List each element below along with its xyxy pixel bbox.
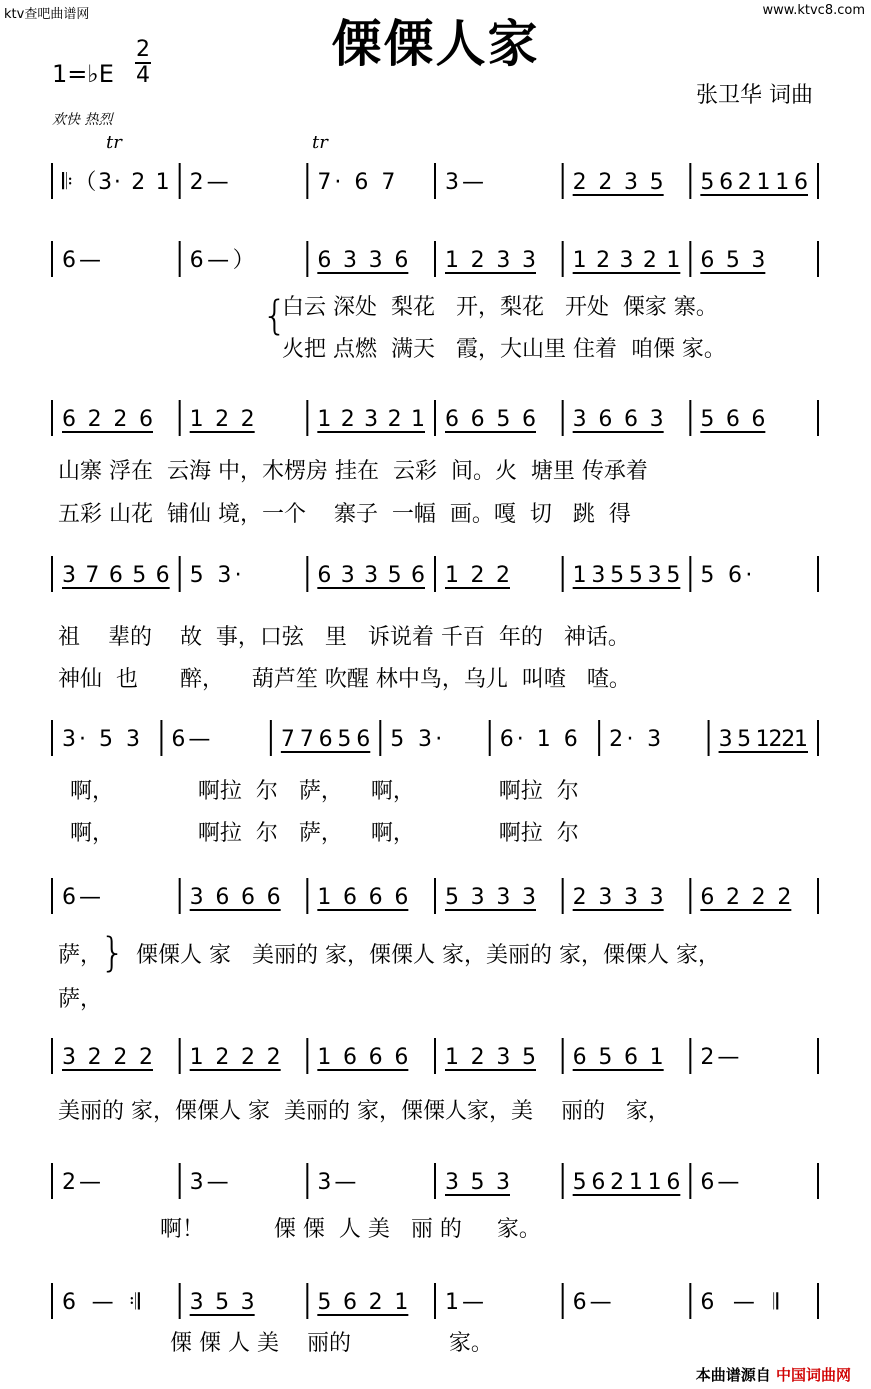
- verse-brace-1: {: [262, 293, 288, 339]
- measure-notes: 1 2 3 3: [445, 248, 536, 273]
- trill-mark-1: tr: [106, 132, 122, 153]
- measure-notes: 6 —: [700, 1170, 740, 1195]
- measure-notes: 1 6 6 6: [317, 1045, 409, 1070]
- source-prefix: 本曲谱源自: [695, 1366, 771, 1384]
- meter-top: 2: [136, 37, 150, 62]
- lyric-line: 啊， 啊拉 尔 萨， 啊， 啊拉 尔: [70, 779, 579, 804]
- measure-notes: 1 2 3 2 1: [317, 407, 425, 432]
- system-2: [0, 233, 871, 295]
- source-site[interactable]: 中国词曲网: [775, 1366, 851, 1384]
- measure-notes: 1 2 3 5: [445, 1045, 536, 1070]
- measure-notes: 6 2 2 2: [700, 885, 792, 910]
- tempo-marking: 欢快 热烈: [52, 112, 113, 128]
- lyric-line: 萨，: [58, 987, 103, 1012]
- system-svg: [0, 1155, 871, 1217]
- measure-notes: 6 —: [171, 727, 211, 752]
- measure-notes: 3 —: [317, 1170, 357, 1195]
- system-7: [0, 1030, 871, 1092]
- system-1: [0, 155, 871, 217]
- measure-notes: 6 3 3 6: [317, 248, 409, 273]
- measure-notes: 5 6 2 1 1 6: [572, 1170, 681, 1195]
- measure-notes: 3 5 1221: [718, 727, 808, 752]
- measure-notes: 3· 5 3: [62, 727, 140, 752]
- measure-notes: 3 —: [189, 1170, 229, 1195]
- system-4: [0, 548, 871, 610]
- measure-notes: 5 3·: [189, 563, 242, 588]
- meter-bottom: 4: [136, 63, 150, 88]
- key-signature: 1=♭E: [52, 60, 114, 88]
- measure-notes: 2 3 3 3: [572, 885, 664, 910]
- lyric-line: 火把 点燃 满天 霞，大山里 住着 咱傈 家。: [282, 337, 726, 362]
- measure-notes: 𝄆（3· 2 1: [62, 170, 170, 195]
- lyric-line: 傈傈人 家 美丽的 家，傈傈人 家，美丽的 家，傈傈人 家，: [136, 943, 720, 968]
- system-8: [0, 1155, 871, 1217]
- measure-notes: 5 6·: [700, 563, 753, 588]
- measure-notes: 1 —: [445, 1290, 484, 1315]
- measure-notes: 1 3 5 5 3 5: [572, 563, 681, 588]
- measure-notes: 1 2 3 2 1: [572, 248, 681, 273]
- measure-notes: 3 5 3: [189, 1290, 255, 1315]
- measure-notes: 3 —: [445, 170, 484, 195]
- measure-notes: 6 —: [62, 248, 101, 273]
- measure-notes: 5 3 3 3: [445, 885, 536, 910]
- measure-notes: 2· 3: [609, 727, 662, 752]
- lyric-line: 山寨 浮在 云海 中，木楞房 挂在 云彩 间。火 塘里 传承着: [58, 459, 648, 484]
- measure-notes: 6 6 5 6: [445, 407, 536, 432]
- system-5: [0, 712, 871, 774]
- lyric-line: 白云 深处 梨花 开，梨花 开处 傈家 寨。: [282, 295, 718, 320]
- measure-notes: 6 — 𝄂: [700, 1290, 779, 1315]
- lyric-line: 啊， 啊拉 尔 萨， 啊， 啊拉 尔: [70, 821, 579, 846]
- system-3: [0, 392, 871, 454]
- system-svg: [0, 548, 871, 610]
- system-6: [0, 870, 871, 932]
- watermark-right: www.ktvc8.com: [762, 3, 865, 18]
- measure-notes: 5 6 6: [700, 407, 766, 432]
- measure-notes: 6 — ）: [189, 248, 255, 273]
- song-title: 傈傈人家: [331, 15, 540, 73]
- time-signature: [132, 38, 154, 88]
- measure-notes: 6 — 𝄇: [62, 1290, 140, 1315]
- lyric-line: 啊！ 傈 傈 人 美 丽 的 家。: [160, 1217, 541, 1242]
- measure-notes: 6 2 2 6: [62, 407, 153, 432]
- source-credit: [696, 1364, 851, 1385]
- measure-notes: 7 7 6 5 6: [280, 727, 371, 752]
- measure-notes: 6 3 3 5 6: [317, 563, 425, 588]
- system-svg: [0, 1030, 871, 1092]
- measure-notes: 6 5 3: [700, 248, 766, 273]
- measure-notes: 1 2 2 2: [189, 1045, 281, 1070]
- measure-notes: 6 —: [572, 1290, 612, 1315]
- measure-notes: 3 2 2 2: [62, 1045, 153, 1070]
- system-svg: [0, 155, 871, 217]
- lyric-line: 神仙 也 醉， 葫芦笙 吹醒 林中鸟，乌儿 叫喳 喳。: [58, 667, 631, 692]
- measure-notes: 6 —: [62, 885, 101, 910]
- measure-notes: 7· 6 7: [317, 170, 396, 195]
- lyric-line: 傈 傈 人 美 丽的 家。: [170, 1331, 493, 1356]
- lyric-line: 祖 辈的 故 事，口弦 里 诉说着 千百 年的 神话。: [58, 625, 630, 650]
- measure-notes: 3 6 6 3: [572, 407, 664, 432]
- system-svg: [0, 712, 871, 774]
- system-svg: [0, 233, 871, 295]
- measure-notes: 5 6 2 1: [317, 1290, 409, 1315]
- measure-notes: 1 2 2: [445, 563, 510, 588]
- measure-notes: 3 7 6 5 6: [62, 563, 170, 588]
- measure-notes: 1 2 2: [189, 407, 255, 432]
- system-svg: [0, 392, 871, 454]
- system-svg: [0, 870, 871, 932]
- measure-notes: 3 5 3: [445, 1170, 510, 1195]
- trill-mark-2: tr: [312, 132, 328, 153]
- measure-notes: 5 3·: [390, 727, 443, 752]
- lyric-line: 萨，: [58, 943, 103, 968]
- lyric-line: 美丽的 家，傈傈人 家 美丽的 家，傈傈人家，美 丽的 家，: [58, 1099, 670, 1124]
- measure-notes: 1 6 6 6: [317, 885, 409, 910]
- measure-notes: 2 —: [189, 170, 229, 195]
- measure-notes: 6 5 6 1: [572, 1045, 664, 1070]
- measure-notes: 2 2 3 5: [572, 170, 664, 195]
- measure-notes: 5 6 2 1 1 6: [700, 170, 808, 195]
- measure-notes: 3 6 6 6: [189, 885, 281, 910]
- verse-brace-2: }: [100, 930, 126, 976]
- lyric-line: 五彩 山花 铺仙 境，一个 寨子 一幅 画。嘎 切 跳 得: [58, 502, 631, 527]
- measure-notes: 6· 1 6: [499, 727, 578, 752]
- measure-notes: 2 —: [700, 1045, 740, 1070]
- measure-notes: 2 —: [62, 1170, 101, 1195]
- composer: 张卫华 词曲: [696, 83, 813, 108]
- watermark-left: ktv查吧曲谱网: [4, 7, 90, 22]
